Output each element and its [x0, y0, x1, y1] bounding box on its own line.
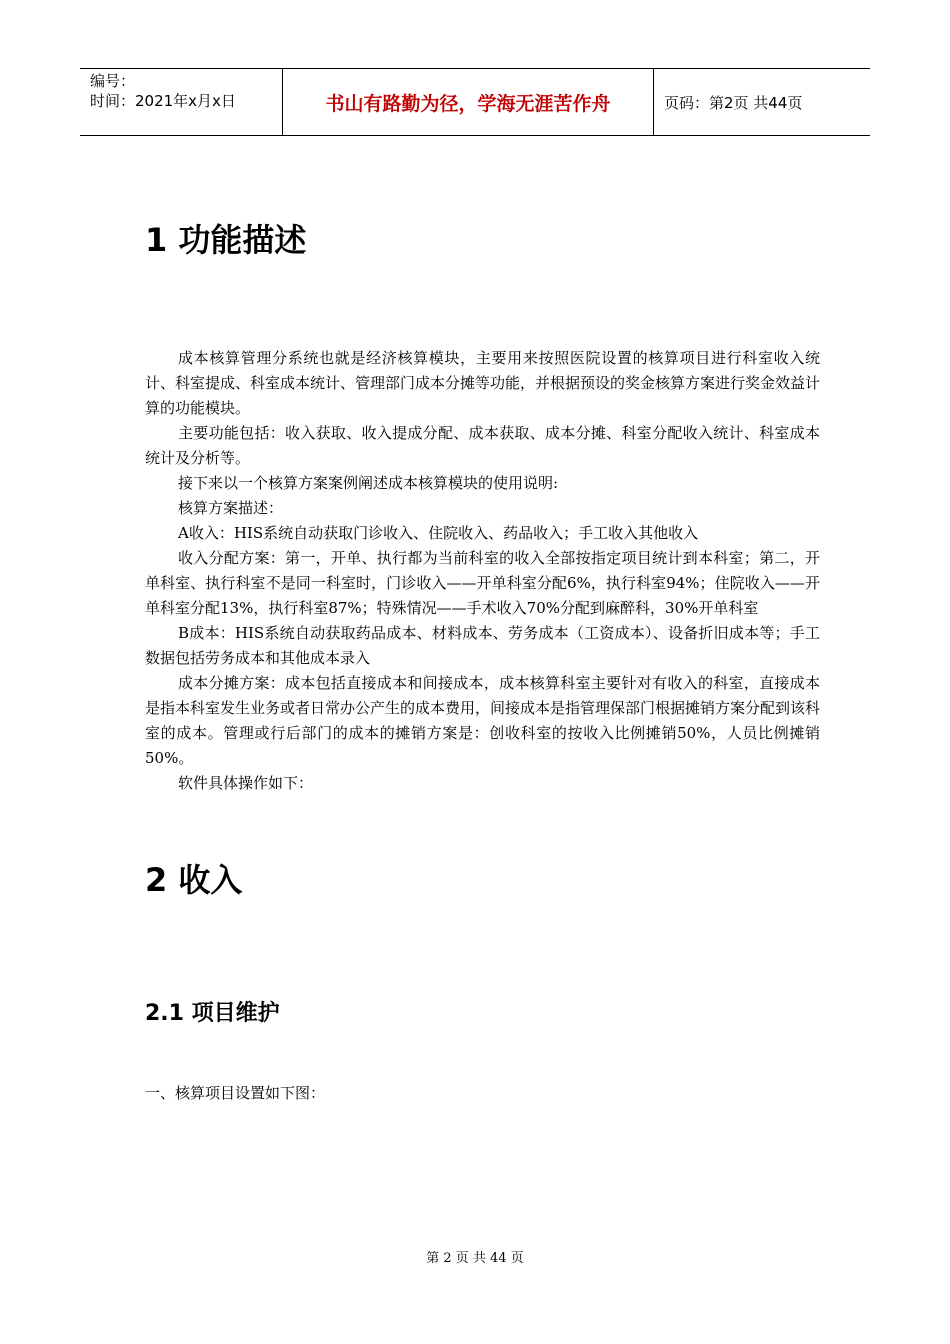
- paragraph: 主要功能包括：收入获取、收入提成分配、成本获取、成本分摊、科室分配收入统计、科室成本统计及分析等。: [145, 424, 820, 467]
- number-label: 编号：: [90, 72, 136, 90]
- page-footer: 第 2 页 共 44 页: [426, 1251, 524, 1266]
- paragraph: 核算方案描述：: [178, 499, 284, 517]
- section-2-1-body: [145, 1081, 820, 1106]
- header-page-info: 页码：第2页 共44页: [664, 93, 803, 112]
- paragraph: B成本：HIS系统自动获取药品成本、材料成本、劳务成本（工资成本）、设备折旧成本等；手工数据包括劳务成本和其他成本录入: [145, 624, 820, 667]
- paragraph: 收入分配方案：第一，开单、执行都为当前科室的收入全部按指定项目统计到本科室；第二，开单科室、执行科室不是同一科室时，门诊收入——开单科室分配6%，执行科室94%；住院收入——开单科室分配13%，执行科室87%；特殊情况——手术收入70%分配到麻醉科，30%开单科室: [145, 549, 820, 617]
- section-1-heading-wrap: [145, 215, 820, 261]
- header-table: [80, 68, 870, 136]
- section-2-title: 2 收入: [145, 861, 243, 899]
- paragraph: 软件具体操作如下：: [178, 774, 314, 792]
- time-label: 时间：2021年x月x日: [90, 92, 236, 110]
- header-left-cell: [80, 69, 282, 135]
- section-1-body: [145, 346, 820, 796]
- section-1-title: 1 功能描述: [145, 221, 307, 259]
- paragraph: A收入：HIS系统自动获取门诊收入、住院收入、药品收入；手工收入其他收入: [178, 524, 699, 542]
- paragraph: 一、核算项目设置如下图：: [145, 1084, 326, 1102]
- section-2-1-heading-wrap: [145, 996, 820, 1027]
- paragraph: 成本核算管理分系统也就是经济核算模块，主要用来按照医院设置的核算项目进行科室收入统计、科室提成、科室成本统计、管理部门成本分摊等功能，并根据预设的奖金核算方案进行奖金效益计算的功能模块。: [145, 349, 821, 417]
- section-2-1-title: 2.1 项目维护: [145, 1001, 280, 1026]
- section-2-heading-wrap: [145, 855, 820, 901]
- header-motto: 书山有路勤为径，学海无涯苦作舟: [282, 69, 654, 135]
- paragraph: 成本分摊方案：成本包括直接成本和间接成本，成本核算科室主要针对有收入的科室，直接成本是指本科室发生业务或者日常办公产生的成本费用，间接成本是指管理保部门根据摊销方案分配到该科室的成本。管理或行后部门的成本的摊销方案是：创收科室的按收入比例摊销50%，人员比例摊销50%。: [145, 674, 821, 767]
- paragraph: 接下来以一个核算方案案例阐述成本核算模块的使用说明:: [178, 474, 559, 492]
